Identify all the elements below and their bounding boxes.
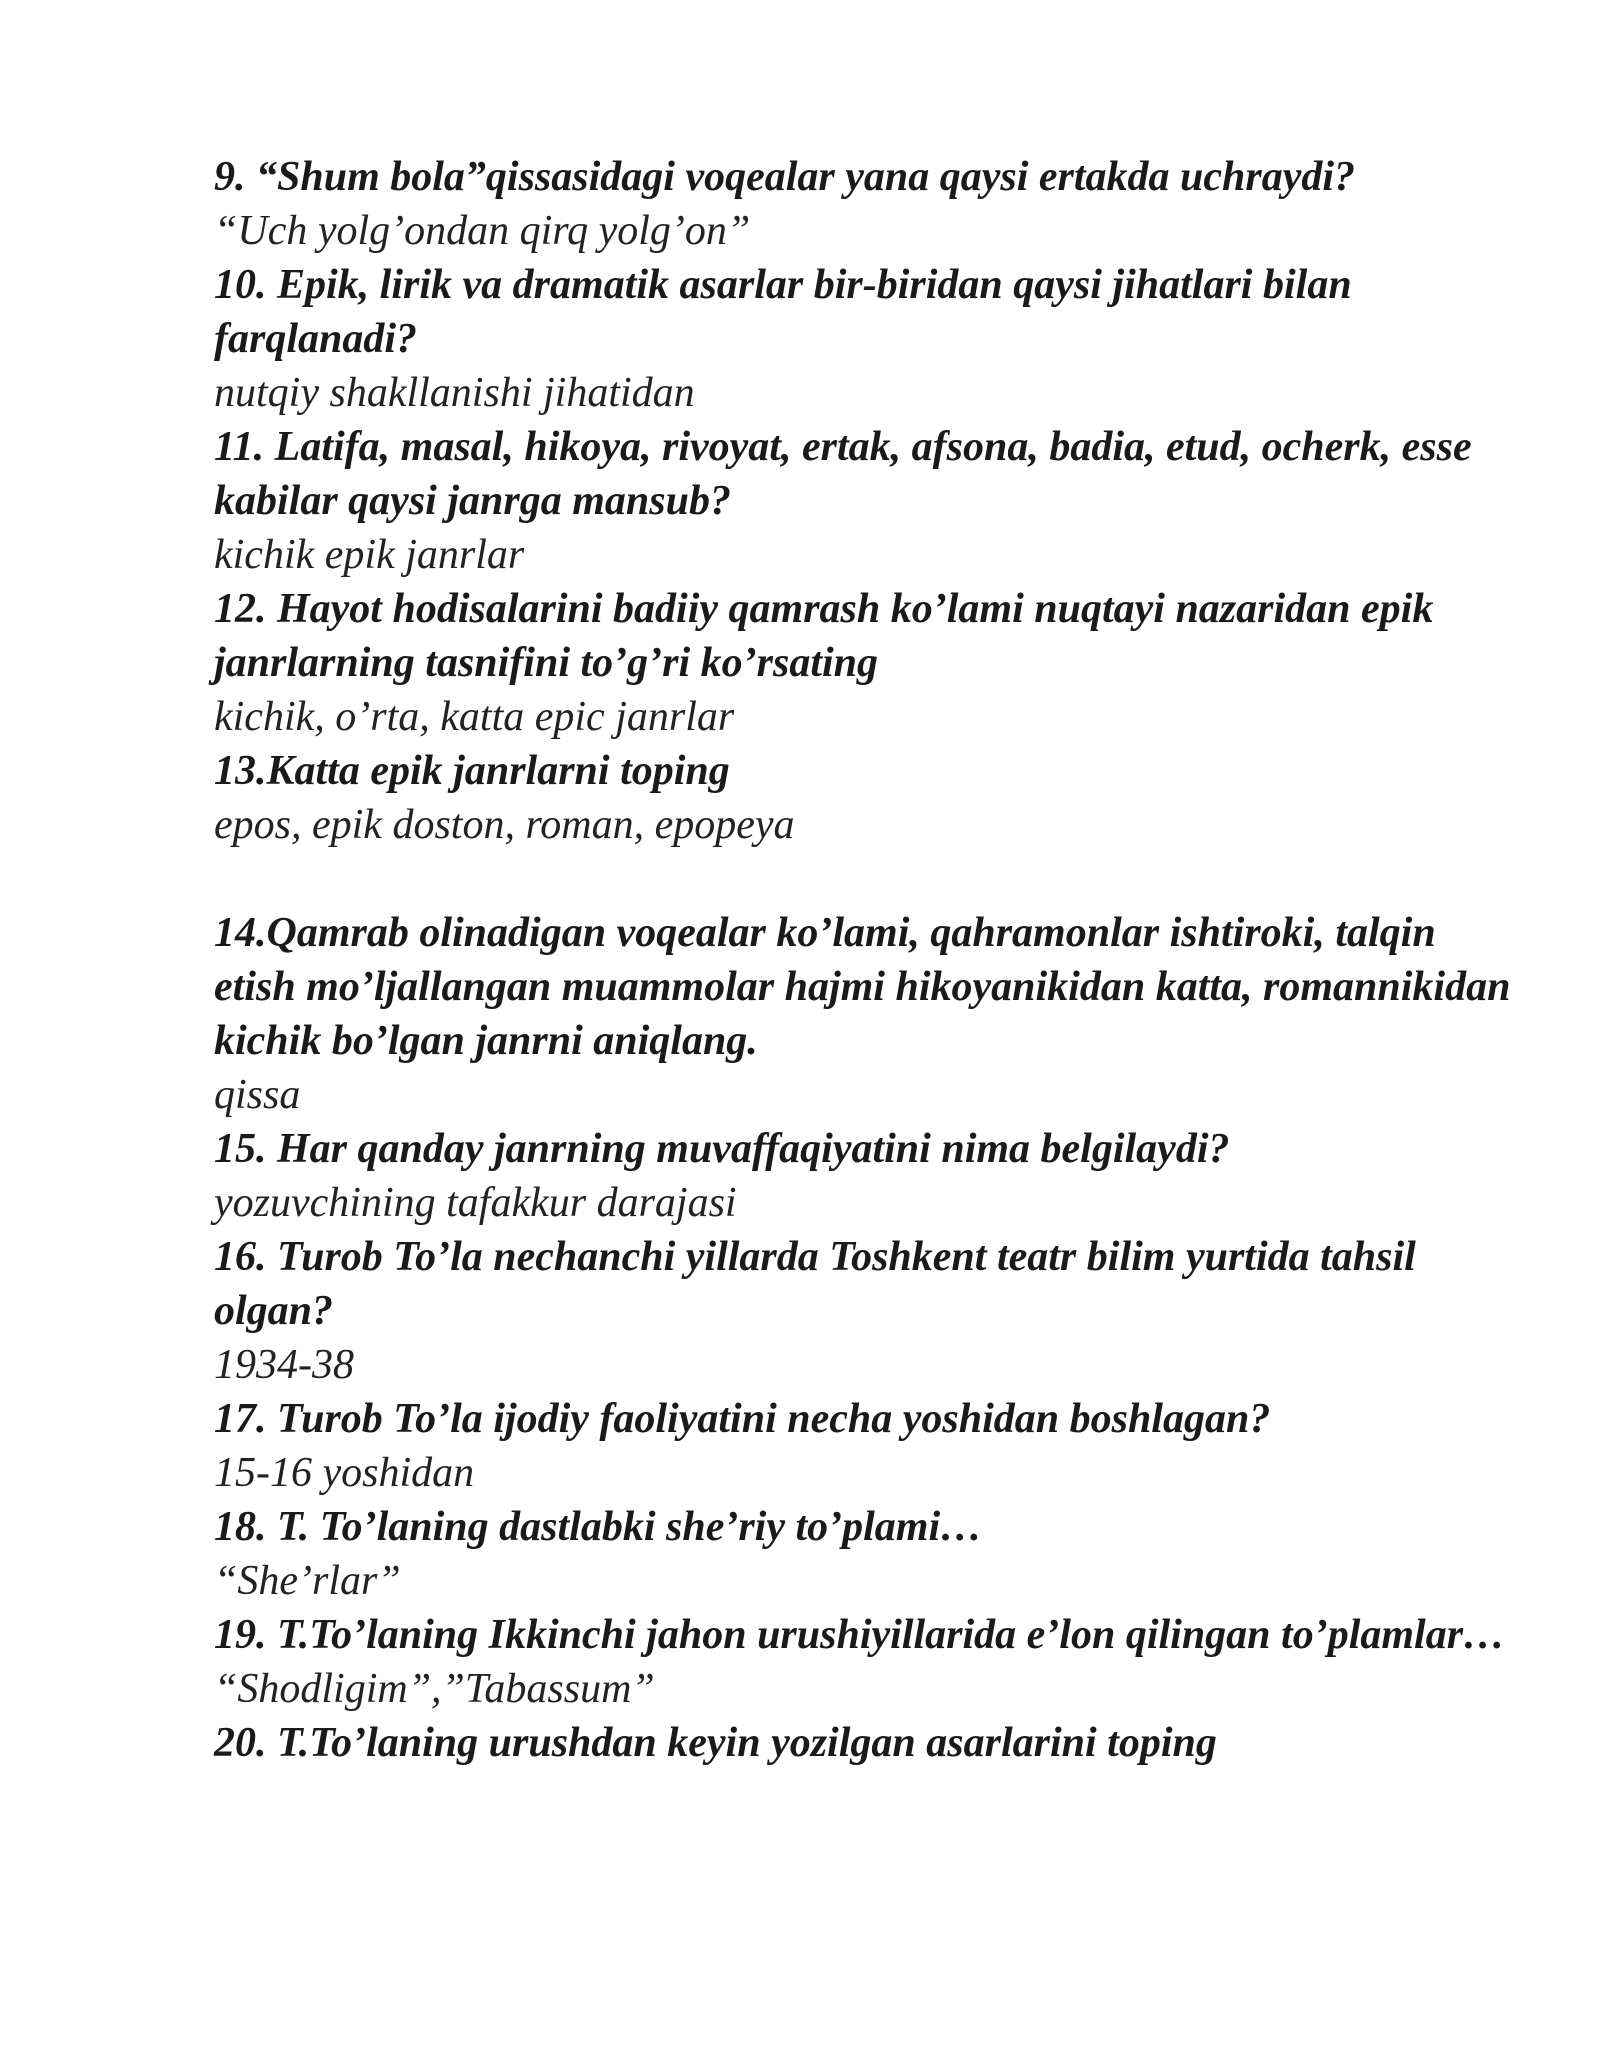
- qa-item-10: [214, 258, 1514, 420]
- answer-11: kichik epik janrlar: [214, 532, 525, 578]
- qa-item-20: [214, 1716, 1514, 1770]
- question-16: 16. Turob To’la nechanchi yillarda Toshkent teatr bilim yurtida tahsil olgan?: [214, 1234, 1416, 1334]
- document-page: [214, 150, 1514, 1770]
- answer-13: epos, epik doston, roman, epopeya: [214, 802, 795, 848]
- answer-12: kichik, o’rta, katta epic janrlar: [214, 694, 735, 740]
- answer-10: nutqiy shakllanishi jihatidan: [214, 370, 695, 416]
- blank-line: [214, 852, 1514, 906]
- qa-item-17: [214, 1392, 1514, 1500]
- qa-item-13: [214, 744, 1514, 852]
- question-20: 20. T.To’laning urushdan keyin yozilgan asarlarini toping: [214, 1720, 1217, 1766]
- qa-item-19: [214, 1608, 1514, 1716]
- qa-item-15: [214, 1122, 1514, 1230]
- question-9: 9. “Shum bola”qissasidagi voqealar yana qaysi ertakda uchraydi?: [214, 154, 1356, 200]
- answer-19: “Shodligim”,”Tabassum”: [214, 1666, 655, 1712]
- answer-9: “Uch yolg’ondan qirq yolg’on”: [214, 208, 751, 254]
- question-15: 15. Har qanday janrning muvaffaqiyatini nima belgilaydi?: [214, 1126, 1230, 1172]
- question-13: 13.Katta epik janrlarni toping: [214, 748, 730, 794]
- question-17: 17. Turob To’la ijodiy faoliyatini necha yoshidan boshlagan?: [214, 1396, 1271, 1442]
- answer-17: 15-16 yoshidan: [214, 1450, 475, 1496]
- question-19: 19. T.To’laning Ikkinchi jahon urushiyillarida e’lon qilingan to’plamlar…: [214, 1612, 1506, 1658]
- qa-item-18: [214, 1500, 1514, 1608]
- question-10: 10. Epik, lirik va dramatik asarlar bir-biridan qaysi jihatlari bilan farqlanadi?: [214, 262, 1352, 362]
- qa-item-12: [214, 582, 1514, 744]
- qa-item-11: [214, 420, 1514, 582]
- answer-16: 1934-38: [214, 1342, 354, 1388]
- qa-item-14: [214, 906, 1514, 1122]
- qa-item-9: [214, 150, 1514, 258]
- question-11: 11. Latifa, masal, hikoya, rivoyat, ertak, afsona, badia, etud, ocherk, esse kabilar qaysi janrga mansub?: [214, 424, 1472, 524]
- qa-item-16: [214, 1230, 1514, 1392]
- question-14: 14.Qamrab olinadigan voqealar ko’lami, qahramonlar ishtiroki, talqin etish mo’ljallangan muammolar hajmi hikoyanikidan katta, romannikidan kichik bo’lgan janrni aniqlang.: [214, 910, 1511, 1064]
- answer-18: “She’rlar”: [214, 1558, 401, 1604]
- question-18: 18. T. To’laning dastlabki she’riy to’plami…: [214, 1504, 983, 1550]
- question-12: 12. Hayot hodisalarini badiiy qamrash ko’lami nuqtayi nazaridan epik janrlarning tasnifini to’g’ri ko’rsating: [214, 586, 1434, 686]
- answer-14: qissa: [214, 1072, 301, 1118]
- answer-15: yozuvchining tafakkur darajasi: [214, 1180, 737, 1226]
